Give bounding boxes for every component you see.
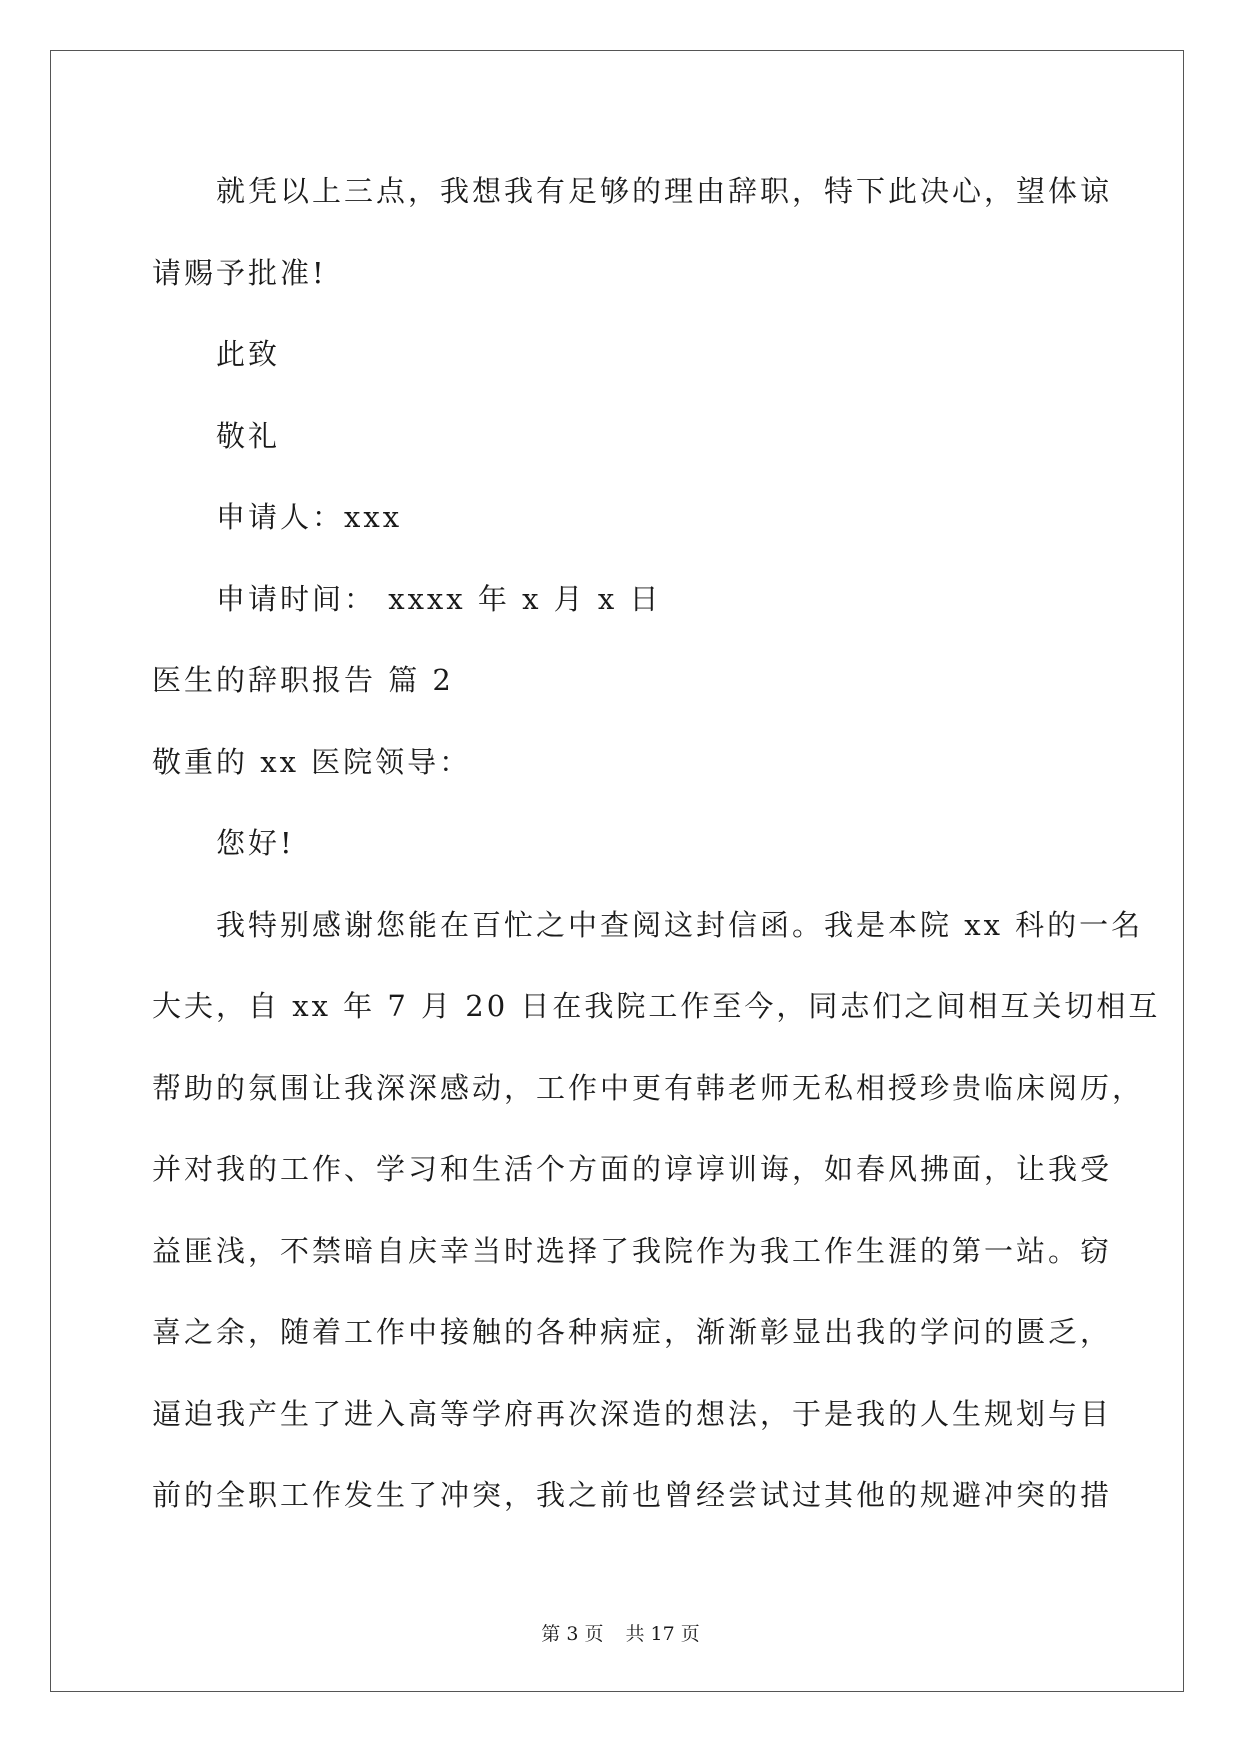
- document-body: [152, 160, 1161, 1546]
- paragraph-line: 请赐予批准!: [152, 255, 327, 290]
- paragraph-line: 并对我的工作、学习和生活个方面的谆谆训诲，如春风拂面，让我受: [152, 1152, 1113, 1186]
- page-total: 共 17 页: [625, 1623, 700, 1645]
- applicant-line: 申请人：xxx: [216, 500, 403, 534]
- paragraph-line: 益匪浅，不禁暗自庆幸当时选择了我院作为我工作生涯的第一站。窃: [152, 1233, 1113, 1268]
- page-footer: [0, 1619, 1241, 1646]
- greeting: 您好!: [216, 826, 295, 860]
- section-heading: 医生的辞职报告 篇 2: [152, 663, 454, 697]
- date-line: 申请时间： xxxx 年 x 月 x 日: [216, 581, 662, 616]
- paragraph-line: 帮助的氛围让我深深感动，工作中更有韩老师无私相授珍贵临床阅历，: [152, 1070, 1145, 1105]
- paragraph-line: 前的全职工作发生了冲突，我之前也曾经尝试过其他的规避冲突的措: [152, 1478, 1113, 1512]
- paragraph-line: 喜之余，随着工作中接触的各种病症，渐渐彰显出我的学问的匮乏，: [152, 1315, 1113, 1349]
- paragraph-line: 就凭以上三点，我想我有足够的理由辞职，特下此决心，望体谅: [216, 174, 1113, 208]
- closing-line: 敬礼: [216, 418, 281, 453]
- salutation: 敬重的 xx 医院领导：: [152, 744, 472, 779]
- paragraph-line: 我特别感谢您能在百忙之中查阅这封信函。我是本院 xx 科的一名: [216, 907, 1144, 942]
- closing-line: 此致: [216, 337, 281, 371]
- page-number: 第 3 页: [541, 1623, 604, 1645]
- paragraph-line: 大夫，自 xx 年 7 月 20 日在我院工作至今，同志们之间相互关切相互: [152, 989, 1161, 1023]
- paragraph-line: 逼迫我产生了进入高等学府再次深造的想法，于是我的人生规划与目: [152, 1396, 1113, 1431]
